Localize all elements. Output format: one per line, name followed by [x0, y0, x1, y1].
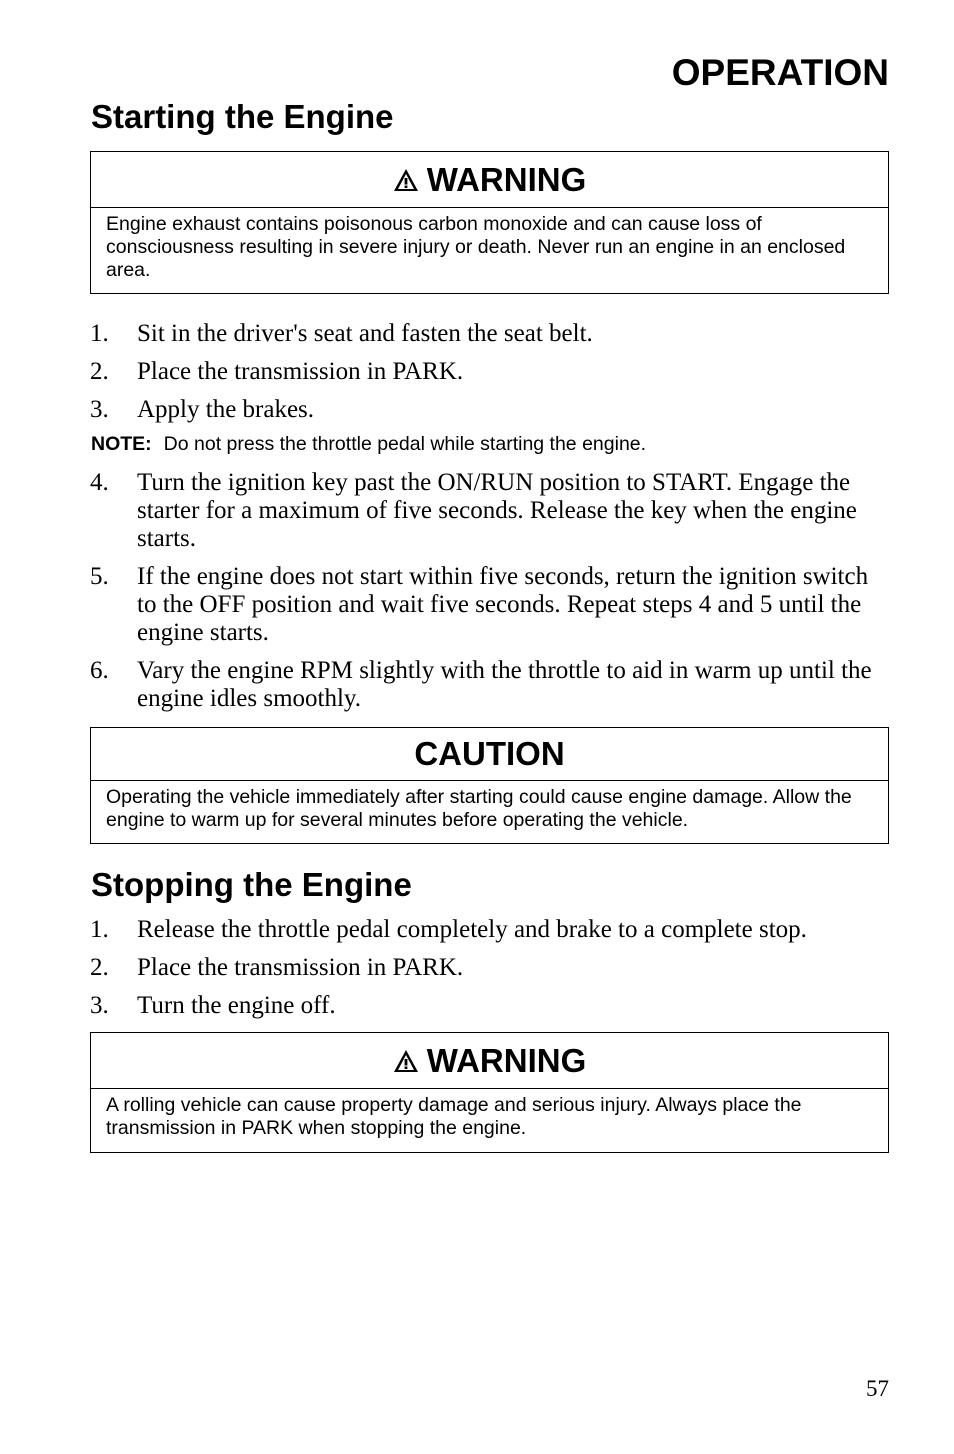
page-number: 57: [866, 1376, 889, 1401]
step-text: Place the transmission in PARK.: [137, 954, 464, 981]
starting-steps-part-2: [90, 469, 890, 723]
caution-header: [91, 728, 888, 781]
step-text: If the engine does not start within five seconds, return the ignition switch to the OFF position and wait five seconds. Repeat steps 4 and 5 until the engine starts.: [137, 563, 869, 646]
step-number: 5.: [90, 563, 109, 590]
list-item: [90, 320, 890, 348]
list-item: [90, 396, 890, 424]
step-text: Turn the ignition key past the ON/RUN position to START. Engage the starter for a maximum of five seconds. Release the key when the engine starts.: [137, 469, 857, 552]
caution-box: [90, 727, 889, 844]
warning-triangle-icon: [393, 168, 419, 192]
step-number: 3.: [90, 992, 109, 1019]
warning-text: Engine exhaust contains poisonous carbon monoxide and can cause loss of consciousness resulting in severe injury or death. Never run an engine in an enclosed area.: [106, 213, 846, 281]
list-item: [90, 992, 890, 1020]
list-item: [90, 657, 890, 713]
note-label: NOTE:: [91, 433, 152, 455]
step-number: 1.: [90, 320, 109, 347]
list-item: [90, 563, 890, 647]
step-number: 4.: [90, 469, 109, 496]
step-text: Apply the brakes.: [137, 396, 315, 423]
step-text: Place the transmission in PARK.: [137, 358, 464, 385]
list-item: [90, 916, 890, 944]
warning-header: [91, 1033, 888, 1089]
warning-box-exhaust: [90, 151, 889, 294]
step-number: 2.: [90, 358, 109, 385]
warning-triangle-icon: [393, 1049, 419, 1073]
caution-text: Operating the vehicle immediately after starting could cause engine damage. Allow the engine to warm up for several minutes before operating the vehicle.: [106, 786, 852, 831]
warning-box-rolling: [90, 1032, 889, 1153]
step-text: Sit in the driver's seat and fasten the seat belt.: [137, 320, 593, 347]
step-text: Turn the engine off.: [137, 992, 336, 1019]
list-item: [90, 358, 890, 386]
starting-steps-part-1: [90, 320, 890, 434]
step-number: 3.: [90, 396, 109, 423]
step-text: Vary the engine RPM slightly with the throttle to aid in warm up until the engine idles smoothly.: [137, 657, 872, 712]
warning-header: [91, 152, 888, 208]
step-number: 6.: [90, 657, 109, 684]
list-item: [90, 954, 890, 982]
warning-text: A rolling vehicle can cause property damage and serious injury. Always place the transmission in PARK when stopping the engine.: [106, 1094, 802, 1139]
stopping-steps: [90, 916, 890, 1030]
caution-title: CAUTION: [414, 735, 565, 772]
warning-title: WARNING: [426, 1041, 587, 1079]
step-number: 2.: [90, 954, 109, 981]
section-title: OPERATION: [671, 52, 889, 93]
stopping-engine-heading: Stopping the Engine: [91, 866, 412, 903]
note: [91, 433, 646, 456]
step-number: 1.: [90, 916, 109, 943]
note-text: Do not press the throttle pedal while starting the engine.: [163, 433, 647, 455]
step-text: Release the throttle pedal completely and brake to a complete stop.: [137, 916, 807, 943]
starting-engine-heading: Starting the Engine: [91, 98, 394, 135]
warning-title: WARNING: [426, 160, 587, 198]
list-item: [90, 469, 890, 553]
